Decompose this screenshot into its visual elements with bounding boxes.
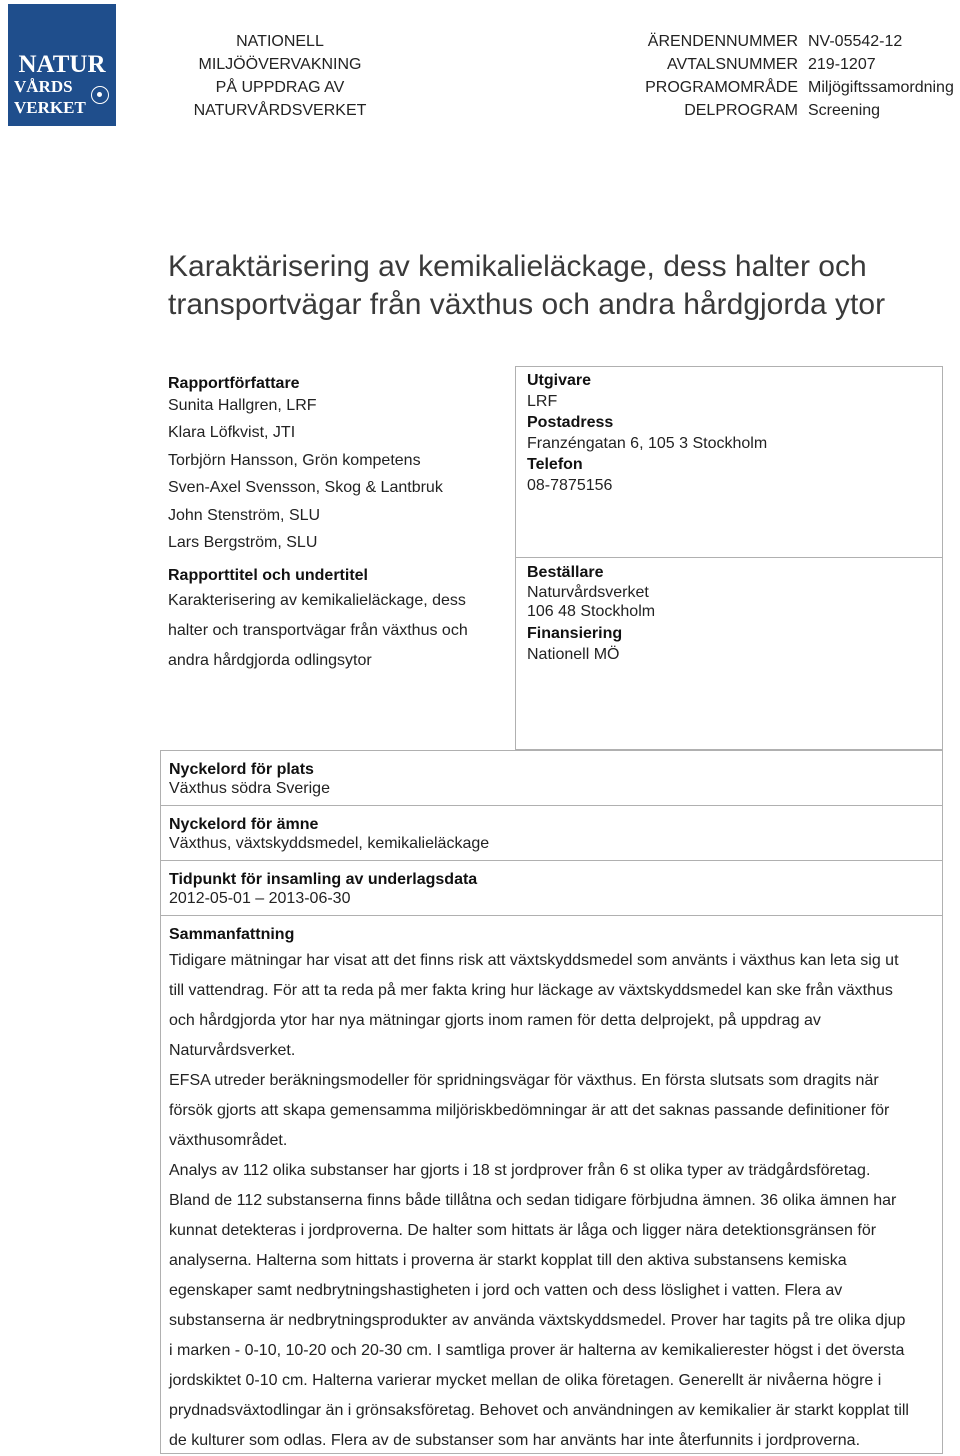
header-line: NATURVÅRDSVERKET	[193, 102, 367, 119]
summary-line: växthusområdet.	[169, 1132, 288, 1149]
case-info-row	[622, 99, 960, 122]
report-title-section	[168, 566, 508, 676]
header-line: PÅ UPPDRAG AV	[215, 79, 345, 96]
summary-paragraph	[169, 946, 942, 1066]
header-line: NATIONELL	[236, 33, 324, 50]
publisher-divider	[515, 557, 943, 558]
keyword-value: Växthus södra Sverige	[169, 780, 330, 797]
keyword-place-box	[160, 750, 943, 806]
summary-line: Analys av 112 olika substanser har gjorts i 18 st jordprover från 6 st olika typer av trädgårdsföretag.	[169, 1162, 871, 1179]
report-title-line: Karakterisering av kemikalieläckage, dess	[168, 592, 466, 609]
summary-line: i marken - 0-10, 10-20 och 20-30 cm. I samtliga prover är halterna av kemikalierester högst i det översta	[169, 1342, 905, 1359]
case-info-value: Miljögiftssamordning	[808, 79, 954, 96]
case-info	[622, 30, 960, 122]
summary-line: till vattendrag. För att ta reda på mer fakta kring hur läckage av växtskyddsmedel kan ske från växthus	[169, 982, 893, 999]
summary-line: och hårdgjorda ytor har nya mätningar gjorts inom ramen för detta delprojekt, på uppdrag av	[169, 1012, 821, 1029]
keyword-label: Nyckelord för ämne	[169, 816, 319, 833]
logo-text-line1: NATUR	[18, 51, 106, 78]
author-item: Torbjörn Hansson, Grön kompetens	[168, 451, 421, 469]
keyword-value: 2012-05-01 – 2013-06-30	[169, 890, 351, 907]
summary-paragraph	[169, 1156, 942, 1456]
author-item: John Stenström, SLU	[168, 506, 321, 524]
summary-line: substanserna är nedbrytningsprodukter av använda växtskyddsmedel. Prover har tagits på tre olika djup	[169, 1312, 906, 1329]
keyword-value: Växthus, växtskyddsmedel, kemikalieläckage	[169, 835, 490, 852]
summary-line: Bland de 112 substanserna finns både tillåtna och sedan tidigare förbjudna ämnen. 36 olika ämnen har	[169, 1192, 897, 1209]
summary-line: prydnadsväxtodlingar än i grönsaksföretag. Behovet och användningen av kemikalier är starkt kopplat till	[169, 1402, 909, 1419]
orderer-section	[527, 562, 927, 665]
title-line: transportvägar från växthus och andra hårdgjorda ytor	[168, 288, 886, 321]
author-item: Klara Löfkvist, JTI	[168, 424, 296, 442]
summary-line: EFSA utreder beräkningsmodeller för spridningsvägar för växthus. En första slutsats som dragits när	[169, 1072, 879, 1089]
summary-line: analyserna. Halterna som hittats i proverna är starkt kopplat till den aktiva substansens kemiska	[169, 1252, 847, 1269]
bestallare-line: Naturvårdsverket	[527, 584, 649, 601]
naturvardsverket-logo	[8, 4, 116, 126]
case-info-value: NV-05542-12	[808, 33, 903, 50]
publisher-section	[527, 370, 927, 496]
authors-section	[168, 374, 508, 556]
report-title-line: halter och transportvägar från växthus och	[168, 622, 468, 639]
summary-paragraph	[169, 1066, 942, 1156]
summary-line: försök gjorts att skapa gemensamma miljöriskbedömningar är att det saknas passande definitioner för	[169, 1102, 890, 1119]
postadress-value: Franzéngatan 6, 105 3 Stockholm	[527, 435, 768, 452]
bestallare-label: Beställare	[527, 564, 604, 581]
summary-box	[160, 915, 943, 1454]
case-info-row	[622, 30, 960, 53]
crown-seal-icon	[91, 86, 109, 104]
summary-line: Tidigare mätningar har visat att det finns risk att växtskyddsmedel som använts i växthus kan leta sig ut	[169, 952, 899, 969]
report-title-label: Rapporttitel och undertitel	[168, 567, 368, 584]
summary-label: Sammanfattning	[169, 926, 295, 943]
case-info-row	[622, 76, 960, 99]
summary-line: jordskiktet 0-10 cm. Halterna varierar mycket mellan de olika företagen. Generellt är nivåerna högre i	[169, 1372, 882, 1389]
author-item: Sven-Axel Svensson, Skog & Lantbruk	[168, 479, 443, 497]
report-main-title	[168, 248, 948, 324]
utgivare-value: LRF	[527, 393, 558, 410]
summary-line: Naturvårdsverket.	[169, 1042, 296, 1059]
keyword-label: Nyckelord för plats	[169, 761, 314, 778]
report-title-line: andra hårdgjorda odlingsytor	[168, 652, 372, 669]
keyword-subject-box	[160, 805, 943, 861]
authors-label: Rapportförfattare	[168, 375, 300, 392]
summary-line: kunnat detekteras i jordproverna. De halter som hittats är låga och ligger nära detektionsgränsen för	[169, 1222, 877, 1239]
header-line: MILJÖÖVERVAKNING	[198, 56, 362, 73]
collection-period-box	[160, 860, 943, 916]
utgivare-label: Utgivare	[527, 372, 592, 389]
case-info-key: AVTALSNUMMER	[667, 56, 798, 73]
finansiering-value: Nationell MÖ	[527, 646, 620, 663]
title-line: Karaktärisering av kemikalieläckage, dess halter och	[168, 250, 867, 283]
case-info-key: PROGRAMOMRÅDE	[645, 79, 798, 96]
telefon-value: 08-7875156	[527, 477, 613, 494]
author-item: Sunita Hallgren, LRF	[168, 397, 317, 414]
summary-line: egenskaper samt nedbrytningshastigheten i jord och vatten och dess löslighet i vatten. Flera av	[169, 1282, 843, 1299]
case-info-key: DELPROGRAM	[684, 102, 798, 119]
postadress-label: Postadress	[527, 414, 614, 431]
keyword-label: Tidpunkt för insamling av underlagsdata	[169, 871, 478, 888]
logo-text-line3: VERKET	[14, 98, 86, 117]
case-info-value: Screening	[808, 102, 881, 119]
summary-line: de kulturer som odlas. Flera av de substanser som har använts har inte återfunnits i jordproverna.	[169, 1432, 861, 1449]
logo-text-line2: VÅRDS	[14, 77, 73, 96]
finansiering-label: Finansiering	[527, 625, 623, 642]
case-info-key: ÄRENDENNUMMER	[647, 33, 798, 50]
telefon-label: Telefon	[527, 456, 583, 473]
author-item: Lars Bergström, SLU	[168, 534, 318, 552]
program-header	[180, 30, 380, 122]
bestallare-line: 106 48 Stockholm	[527, 603, 656, 620]
case-info-value: 219-1207	[808, 56, 876, 73]
case-info-row	[622, 53, 960, 76]
